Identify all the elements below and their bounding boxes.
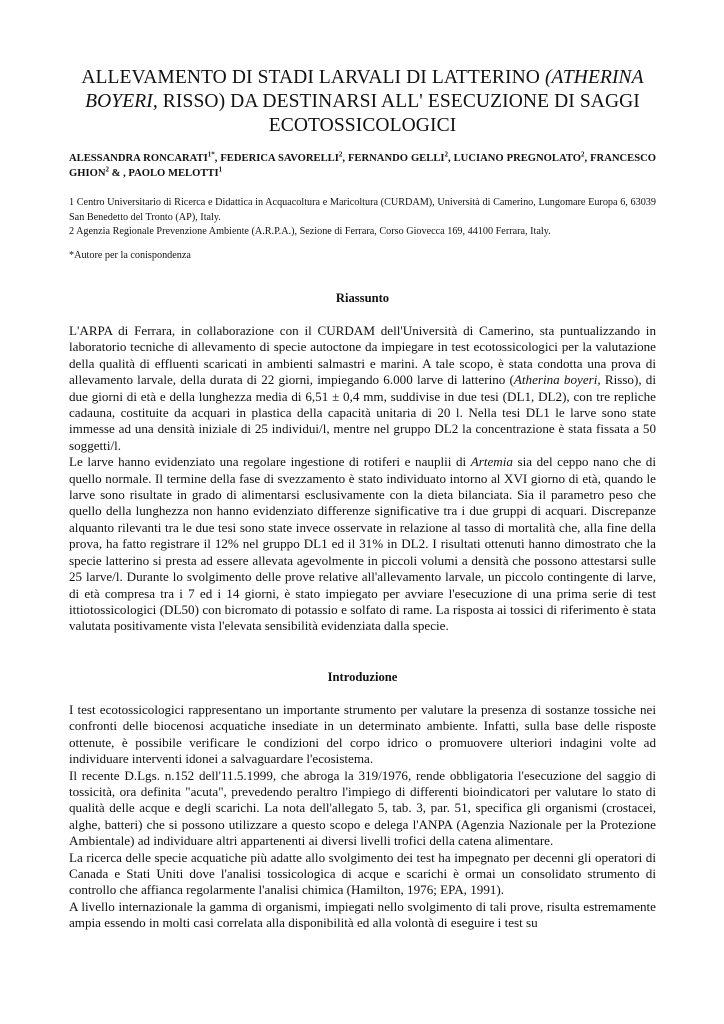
introduction-body (69, 702, 656, 932)
author-list (69, 151, 656, 181)
abstract-body (69, 323, 656, 635)
author-affiliation-mark: 2 (105, 165, 109, 174)
author-name: , LUCIANO PREGNOLATO (448, 153, 581, 164)
introduction-heading: Introduzione (327, 670, 398, 684)
intro-paragraph-2: Il recente D.Lgs. n.152 dell'11.5.1999, che abroga la 319/1976, rende obbligatoria l'esecuzione del saggio di tossicità, ora definita "acuta", prevedendo peraltro l'impiego di differenti bioindicatori per valutare lo stato di qualità delle acque e degli scarichi. La nota dell'allegato 5, tab. 3, par. 51, specifica gli organismi (crostacei, alghe, batteri) che si possono utilizzare a questo scopo e delega l'ANPA (Agenzia Nazionale per la Protezione Ambientale) ad individuare altri appartenenti ai diversi livelli trofici della catena alimentare. (69, 767, 656, 849)
text-run: L'ARPA di Ferrara, in collaborazione con il CURDAM dell'Università di Camerino, sta puntualizzando in laboratorio tecniche di allevamento di specie autoctone da impiegare in test ecotossicologici per la valutazione della qualità di effluenti scaricati in ambienti salmastri e marini. A tale scopo, è stata condotta una prova di allevamento larvale, della durata di 22 giorni, impiegando 6.000 larve di latterino ( (69, 323, 656, 388)
title-species-italic: (ATHERINA BOYERI, (85, 67, 644, 112)
abstract-heading: Riassunto (335, 291, 390, 305)
text-run: sia del ceppo nano che di quello normale. Il termine della fase di svezzamento è stato individuato intorno al XVI giorno di età, quando le larve sono risultate in grado di alimentarsi esclusivamente con la dieta bilanciata. Sia il parametro peso che quello della lunghezza non hanno evidenziato differenze significative tra i due gruppi di acquari. Discrepanze alquanto rilevanti tra le due tesi sono state invece osservate in relazione al tasso di mortalità che, alla fine della prova, ha fatto registrare il 12% nel gruppo DL1 ed il 31% in DL2. I risultati ottenuti hanno dimostrato che la specie latterino si presta ad essere allevata agevolmente in piccoli volumi a densità che possono attestarsi sulle 25 larve/l. Durante lo svolgimento delle prove relative all'allevamento larvale, un piccolo contingente di larve, di età compresa tra i 7 ed i 14 giorni, è stato impiegato per avviare l'esecuzione di una prima serie di test ittiotossicologici (DL50) con bicromato di potassio e solfato di rame. La risposta ai tossici di riferimento è stata valutata positivamente vista l'elevata sensibilità evidenziata dalla specie. (69, 454, 656, 634)
author-affiliation-mark: 2 (580, 150, 585, 159)
author-name: , FEDERICA SAVORELLI (214, 153, 339, 164)
author-affiliation-mark: 1* (207, 150, 215, 159)
author-name: ALESSANDRA RONCARATI (69, 153, 208, 164)
title-part-3: RISSO) DA DESTINARSI ALL' ESECUZIONE DI SAGGI ECOTOSSICOLOGICI (157, 91, 640, 136)
species-italic: Atherina boyeri, (513, 372, 601, 388)
intro-paragraph-3: La ricerca delle specie acquatiche più adatte allo svolgimento dei test ha impegnato per decenni gli operatori di Canada e Stati Uniti dove l'analisi tossicologica di acque e scarichi è ormai un consolidato strumento di controllo che affianca regolarmente l'analisi chimica (Hamilton, 1976; EPA, 1991). (69, 849, 656, 898)
affiliations (69, 196, 656, 240)
affiliation-2: 2 Agenzia Regionale Prevenzione Ambiente (A.R.P.A.), Sezione di Ferrara, Corso Giovecca 169, 44100 Ferrara, Italy. (69, 226, 551, 237)
abstract-paragraph-2 (69, 454, 656, 634)
author-affiliation-mark: 2 (444, 150, 449, 159)
author-affiliation-mark: 1 (218, 165, 223, 174)
corresponding-author-note: *Autore per la conispondenza (69, 250, 191, 261)
author-name: , FRANCESCO GHION (69, 153, 656, 179)
title-part-1: ALLEVAMENTO DI STADI LARVALI DI LATTERINO (81, 67, 545, 88)
intro-paragraph-1: I test ecotossicologici rappresentano un importante strumento per valutare la presenza di sostanze tossiche nei confronti delle biocenosi acquatiche insediate in un determinato ambiente. Infatti, sulla base delle risposte ottenute, è possibile verificare le condizioni del corpo idrico o promuovere ulteriori indagini volte ad individuare interventi idonei a salvaguardare l'ecosistema. (69, 702, 656, 767)
author-name: & , PAOLO MELOTTI (109, 168, 219, 179)
species-italic: Artemia (470, 454, 513, 470)
text-run: Le larve hanno evidenziato una regolare ingestione di rotiferi e nauplii di (69, 454, 471, 470)
text-run: Risso), di due giorni di età e della lunghezza media di 6,51 ± 0,4 mm, suddivise in due tesi (DL1, DL2), con tre repliche cadauna, costituite da acquari in plastica della capacità unitaria di 20 l. Nella tesi DL1 le larve sono state immesse ad una densità iniziale di 25 individui/l, mentre nel gruppo DL2 la concentrazione è stata fissata a 50 soggetti/l. (69, 372, 656, 453)
author-name: , FERNANDO GELLI (342, 153, 445, 164)
abstract-paragraph-1 (69, 323, 656, 454)
intro-paragraph-4: A livello internazionale la gamma di organismi, impiegati nello svolgimento di tali prove, risulta estremamente ampia essendo in molti casi correlata alla disponibilità ed alla volontà di eseguire i test su (69, 898, 656, 931)
paper-title (69, 66, 656, 138)
author-affiliation-mark: 2 (338, 150, 343, 159)
affiliation-1: 1 Centro Universitario di Ricerca e Didattica in Acquacoltura e Maricoltura (CURDAM), Università di Camerino, Lungomare Europa 6, 63039 San Benedetto del Tronto (AP), Italy. (69, 197, 656, 223)
